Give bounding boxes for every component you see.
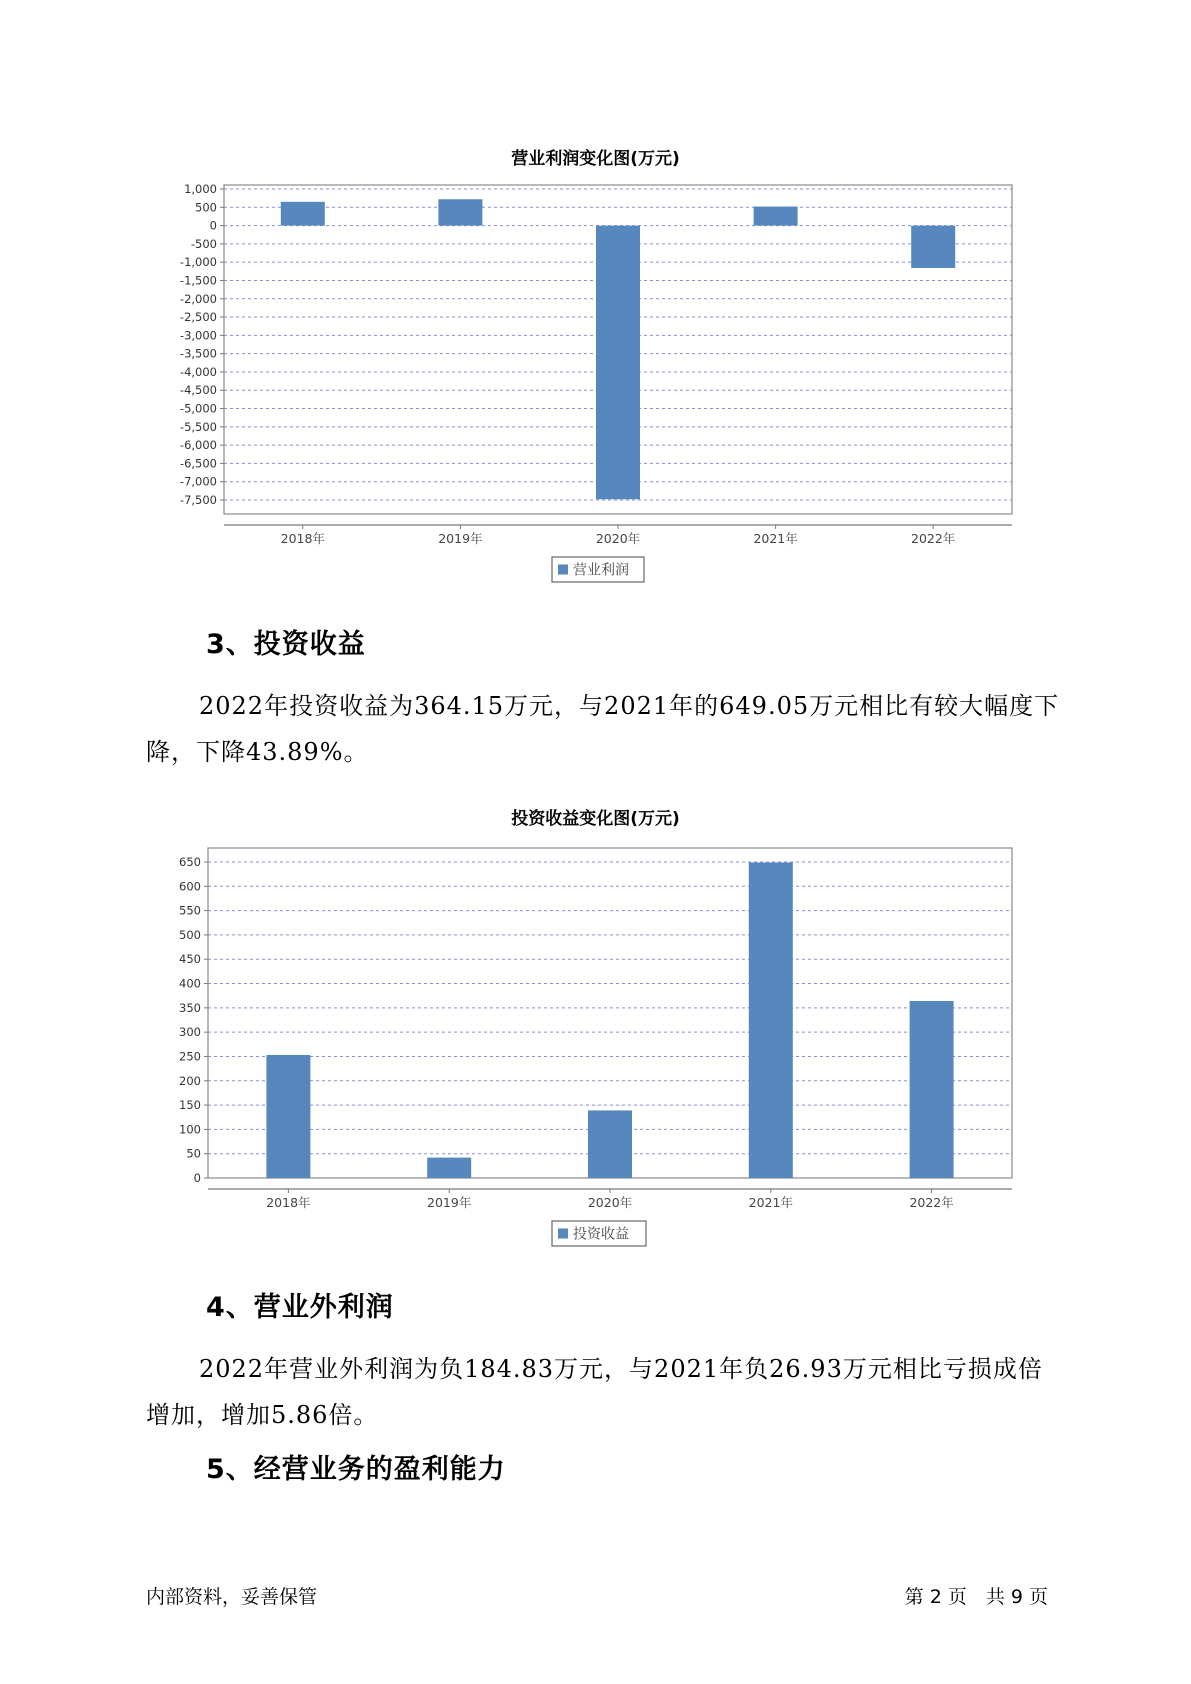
y-tick-label: -7,000 <box>179 474 217 489</box>
y-tick-label: -1,500 <box>179 273 217 288</box>
x-category-label: 2021年 <box>753 531 798 546</box>
y-tick-label: -3,000 <box>179 328 217 343</box>
legend-label: 投资收益 <box>573 1226 629 1243</box>
bar-2022 <box>910 1001 954 1178</box>
bar-2021 <box>749 862 793 1178</box>
legend-label: 营业利润 <box>573 562 629 579</box>
x-category-label: 2022年 <box>911 531 956 546</box>
x-category-label: 2019年 <box>427 1195 472 1210</box>
y-tick-label: -1,000 <box>179 255 217 270</box>
section-3-heading: 3、投资收益 <box>206 629 366 660</box>
y-tick-label: -4,500 <box>179 383 217 398</box>
operating-profit-chart-title: 营业利润变化图(万元) <box>511 149 680 169</box>
y-tick-label: 0 <box>193 1171 201 1185</box>
section-3-paragraph: 2022年投资收益为364.15万元，与2021年的649.05万元相比有较大幅度下降，下降43.89%。 <box>146 692 1060 766</box>
y-tick-label: 550 <box>179 903 201 918</box>
y-tick-label: 0 <box>209 218 217 233</box>
section-4-heading: 4、营业外利润 <box>206 1292 394 1323</box>
footer-confidential-note: 内部资料，妥善保管 <box>146 1586 318 1608</box>
y-tick-label: 400 <box>179 976 201 991</box>
y-tick-label: -7,500 <box>179 493 217 507</box>
y-tick-label: 150 <box>179 1098 201 1113</box>
y-tick-label: -4,000 <box>179 364 217 379</box>
y-tick-label: 50 <box>186 1146 201 1161</box>
x-category-label: 2019年 <box>438 531 483 546</box>
y-tick-label: 350 <box>179 1000 201 1015</box>
y-tick-label: -2,500 <box>179 310 217 325</box>
x-category-label: 2018年 <box>266 1195 311 1210</box>
y-tick-label: 450 <box>179 952 201 967</box>
x-category-label: 2022年 <box>909 1195 954 1210</box>
y-tick-label: 600 <box>179 879 201 894</box>
y-tick-label: -5,500 <box>179 419 217 434</box>
y-tick-label: 200 <box>179 1073 201 1088</box>
bar-2020 <box>588 1110 632 1178</box>
x-category-label: 2020年 <box>595 531 641 546</box>
y-tick-label: 100 <box>179 1122 201 1137</box>
y-tick-label: 650 <box>179 855 201 869</box>
bar-2019 <box>427 1158 471 1178</box>
y-tick-label: 300 <box>179 1025 201 1040</box>
y-tick-label: 1,000 <box>184 182 217 196</box>
y-tick-label: 500 <box>195 200 217 215</box>
y-tick-label: -500 <box>190 236 217 251</box>
x-category-label: 2020年 <box>587 1195 633 1210</box>
x-category-label: 2018年 <box>280 531 325 546</box>
x-category-label: 2021年 <box>748 1195 793 1210</box>
y-tick-label: -3,500 <box>179 346 217 361</box>
y-tick-label: -6,500 <box>179 456 217 471</box>
y-tick-label: -6,000 <box>179 438 217 453</box>
y-tick-label: 500 <box>179 927 201 942</box>
section-5-heading: 5、经营业务的盈利能力 <box>206 1454 506 1485</box>
bar-2018 <box>266 1055 310 1178</box>
legend-swatch <box>558 1229 568 1239</box>
y-tick-label: -2,000 <box>179 291 217 306</box>
section-4-paragraph: 2022年营业外利润为负184.83万元，与2021年负26.93万元相比亏损成倍增加，增加5.86倍。 <box>146 1355 1043 1429</box>
investment-income-chart-title: 投资收益变化图(万元) <box>511 809 680 829</box>
footer-page-number: 第 2 页 共 9 页 <box>904 1586 1048 1608</box>
y-tick-label: 250 <box>179 1049 201 1064</box>
y-tick-label: -5,000 <box>179 401 217 416</box>
